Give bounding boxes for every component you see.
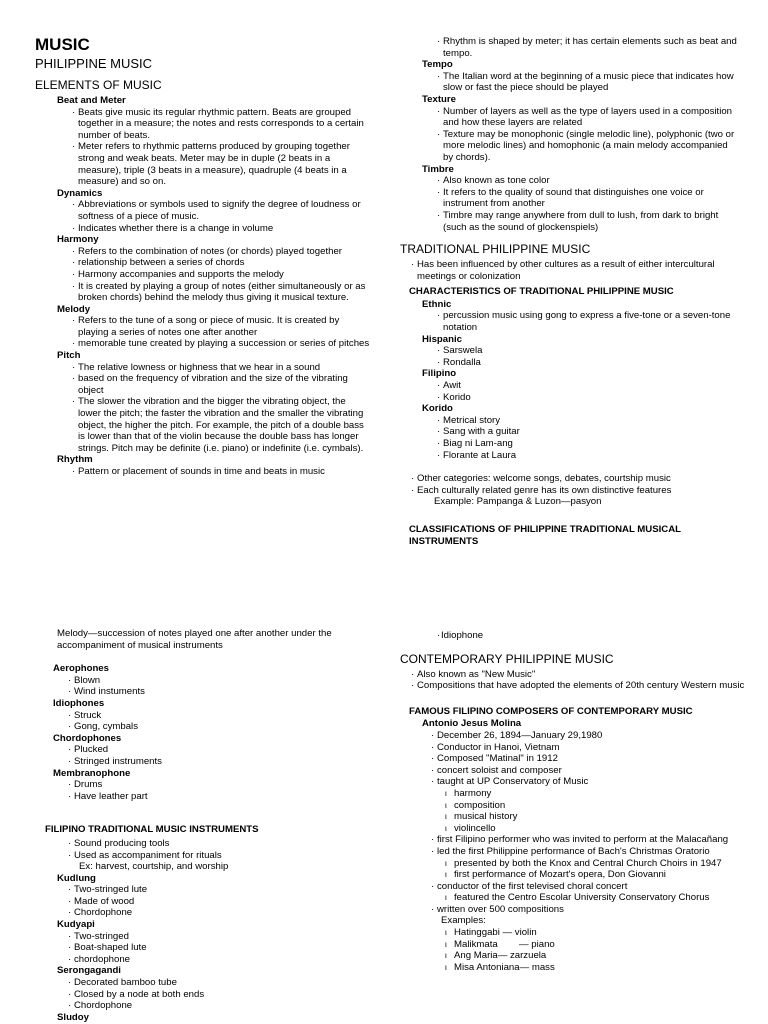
list-item: · Number of layers as well as the type of layers used in a composition and how these layers are related: [400, 106, 740, 129]
list-item: · Florante at Laura: [400, 450, 740, 462]
term-melody: Melody: [57, 303, 91, 315]
list-item: · It refers to the quality of sound that distinguishes one voice or instrument from another: [400, 187, 740, 210]
class-items-idiophones: [57, 710, 367, 733]
bottom-right-column: [400, 630, 745, 973]
list-item: · Also known as tone color: [400, 175, 740, 187]
list-item: · Also known as "New Music": [400, 669, 745, 681]
class-items-chordophones: [57, 744, 367, 767]
list-item: · conductor of the first televised choral concert: [400, 881, 745, 893]
examples-label: Examples:: [441, 915, 486, 927]
list-item: · It is created by playing a group of notes (either simultaneously or as broken chords) behind the melody thus giving it musical texture.: [35, 281, 370, 304]
list-item: · taught at UP Conservatory of Music: [400, 776, 745, 788]
list-item: · Sang with a guitar: [400, 426, 740, 438]
idiophone-item: · Idiophone: [400, 630, 745, 642]
instruments-intro: [57, 838, 367, 861]
list-item: · percussion music using gong to express a five-tone or a seven-tone notation: [400, 310, 740, 333]
list-item: · Blown: [57, 675, 367, 687]
instruments-list: [57, 873, 367, 1024]
list-item: · Composed "Matinal" in 1912: [400, 753, 745, 765]
list-item: · Plucked: [57, 744, 367, 756]
composition-item: ι Misa Antoniana— mass: [400, 962, 745, 974]
list-item: · Indicates whether there is a change in volume: [35, 223, 370, 235]
top-left-column: [35, 35, 370, 478]
term-filipino: Filipino: [422, 368, 457, 380]
list-item: · Wind instuments: [57, 686, 367, 698]
term-pitch: Pitch: [57, 350, 81, 362]
term-hispanic: Hispanic: [422, 333, 462, 345]
term-items-beat-and-meter: [35, 107, 370, 188]
instrument-sludoy: Sludoy: [57, 1011, 89, 1023]
composers-heading: FAMOUS FILIPINO COMPOSERS OF CONTEMPORARY MUSIC: [409, 705, 693, 717]
class-items-aerophones: [57, 675, 367, 698]
list-item: · Have leather part: [57, 791, 367, 803]
right-top-terms: [400, 59, 740, 233]
class-aerophones: Aerophones: [53, 663, 109, 675]
term-items-melody: [35, 315, 370, 350]
instrument-kudlung: Kudlung: [57, 872, 96, 884]
list-item: · Compositions that have adopted the elements of 20th century Western music: [400, 680, 745, 692]
instrument-serongagandi: Serongagandi: [57, 965, 121, 977]
list-item: · Struck: [57, 710, 367, 722]
instrument-classes: [53, 663, 367, 802]
list-item: · memorable tune created by playing a succession or series of pitches: [35, 338, 370, 350]
term-items-ethnic: [400, 310, 740, 333]
list-item: · Two-stringed: [57, 931, 367, 943]
list-item: · Closed by a node at both ends: [57, 989, 367, 1001]
list-item: · Made of wood: [57, 896, 367, 908]
term-dynamics: Dynamics: [57, 187, 103, 199]
list-item: ι first performance of Mozart's opera, Don Giovanni: [400, 869, 745, 881]
class-chordophones: Chordophones: [53, 732, 122, 744]
term-harmony: Harmony: [57, 234, 99, 246]
other-categories: · Other categories: welcome songs, debates, courtship music: [400, 473, 740, 485]
list-item: · Texture may be monophonic (single melodic line), polyphonic (two or more melodic lines) and homophonic (a main melody accompanied by chords).: [400, 129, 740, 164]
list-item: · The Italian word at the beginning of a music piece that indicates how slow or fast the piece should be played: [400, 71, 740, 94]
traditional-heading: TRADITIONAL PHILIPPINE MUSIC: [400, 242, 591, 257]
term-timbre: Timbre: [422, 163, 454, 175]
term-items-korido: [400, 415, 740, 461]
term-items-hispanic: [400, 345, 740, 368]
instrument-kudyapi: Kudyapi: [57, 919, 95, 931]
list-item: ι featured the Centro Escolar University Conservatory Chorus: [400, 892, 745, 904]
list-item: · December 26, 1894—January 29,1980: [400, 730, 745, 742]
list-item: · first Filipino performer who was invited to perform at the Malacañang: [400, 834, 745, 846]
list-item: · Harmony accompanies and supports the melody: [35, 269, 370, 281]
melody-note: Melody—succession of notes played one after another under the accompaniment of musical instruments: [57, 628, 332, 651]
list-item: · Stringed instruments: [57, 756, 367, 768]
classifications-heading: CLASSIFICATIONS OF PHILIPPINE TRADITIONAL MUSICAL INSTRUMENTS: [409, 523, 681, 547]
term-items-dynamics: [35, 199, 370, 234]
list-item: · concert soloist and composer: [400, 765, 745, 777]
contemporary-heading: CONTEMPORARY PHILIPPINE MUSIC: [400, 651, 614, 666]
list-item: · Beats give music its regular rhythmic pattern. Beats are grouped together in a measure; the notes and rests corresponds to a certain number of beats.: [35, 107, 370, 142]
list-item: · Used as accompaniment for rituals: [57, 850, 367, 862]
instruments-example: Ex: harvest, courtship, and worship: [79, 861, 229, 873]
list-item: · Abbreviations or symbols used to signify the degree of loudness or softness of a piece of music.: [35, 199, 370, 222]
page-title: MUSIC: [35, 35, 90, 54]
composer-facts: [400, 730, 745, 973]
list-item: ι musical history: [400, 811, 745, 823]
instrument-items-serongagandi: [57, 977, 367, 1012]
list-item: · Two-stringed lute: [57, 884, 367, 896]
composition-item: ι Malikmata — piano: [400, 939, 745, 951]
traditional-intro: · Has been influenced by other cultures as a result of either intercultural meetings or colonization: [400, 259, 740, 282]
list-item: · chordophone: [57, 954, 367, 966]
contemporary-list: [400, 669, 745, 692]
bottom-left-column: [45, 628, 367, 1023]
characteristics-list: [400, 299, 740, 461]
term-items-filipino: [400, 380, 740, 403]
top-right-column: [400, 36, 740, 548]
term-rhythm: Rhythm: [57, 454, 93, 466]
composer-name: Antonio Jesus Molina: [422, 718, 522, 730]
term-korido: Korido: [422, 403, 453, 415]
instrument-items-kudlung: [57, 884, 367, 919]
list-item: · Awit: [400, 380, 740, 392]
list-item: · Sound producing tools: [57, 838, 367, 850]
list-item: · Refers to the tune of a song or piece of music. It is created by playing a series of notes one after another: [35, 315, 370, 338]
term-beat-and-meter: Beat and Meter: [57, 95, 126, 106]
instrument-items-kudyapi: [57, 931, 367, 966]
list-item: · based on the frequency of vibration and the size of the vibrating object: [35, 373, 370, 396]
list-item: · Metrical story: [400, 415, 740, 427]
list-item: · Chordophone: [57, 907, 367, 919]
term-texture: Texture: [422, 93, 456, 105]
class-items-membranophone: [57, 779, 367, 802]
list-item: ι composition: [400, 800, 745, 812]
composition-item: ι Hatinggabi — violin: [400, 927, 745, 939]
list-item: · Drums: [57, 779, 367, 791]
list-item: · written over 500 compositions: [400, 904, 745, 916]
elements-heading: ELEMENTS OF MUSIC: [35, 78, 162, 92]
class-idiophones: Idiophones: [53, 697, 105, 709]
list-item: · The slower the vibration and the bigger the vibrating object, the lower the pitch; the faster the vibration and the smaller the vibrating object, the higher the pitch. For example, the pitch of a double bass is lower than that of the violin because the double bass has longer strings. Pitch may be definite (i.e. piano) or indefinite (i.e. cymbals).: [35, 396, 370, 454]
list-item: · relationship between a series of chords: [35, 257, 370, 269]
term-items-timbre: [400, 175, 740, 233]
list-item: ι violincello: [400, 823, 745, 835]
term-items-rhythm: [35, 466, 370, 478]
list-item: · led the first Philippine performance of Bach's Christmas Oratorio: [400, 846, 745, 858]
term-tempo: Tempo: [422, 59, 453, 71]
term-ethnic: Ethnic: [422, 298, 452, 310]
list-item: · Rondalla: [400, 357, 740, 369]
list-item: · Meter refers to rhythmic patterns produced by grouping together strong and weak beats. Meter may be in duple (2 beats in a measure), triple (3 beats in a measure), quadruple (4 beats in a measure) and so on.: [35, 141, 370, 187]
list-item: ι harmony: [400, 788, 745, 800]
term-items-texture: [400, 106, 740, 164]
list-item: · Conductor in Hanoi, Vietnam: [400, 742, 745, 754]
rhythm-continued: · Rhythm is shaped by meter; it has certain elements such as beat and tempo.: [400, 36, 740, 59]
list-item: · Sarswela: [400, 345, 740, 357]
list-item: · Biag ni Lam-ang: [400, 438, 740, 450]
elements-list: [35, 95, 370, 478]
composition-item: ι Ang Maria— zarzuela: [400, 950, 745, 962]
characteristics-heading: CHARACTERISTICS OF TRADITIONAL PHILIPPINE MUSIC: [409, 286, 674, 298]
term-items-harmony: [35, 246, 370, 304]
genre-example: Example: Pampanga & Luzon—pasyon: [434, 496, 602, 508]
instruments-heading: FILIPINO TRADITIONAL MUSIC INSTRUMENTS: [45, 824, 259, 836]
list-item: · Korido: [400, 392, 740, 404]
list-item: · The relative lowness or highness that we hear in a sound: [35, 362, 370, 374]
list-item: · Refers to the combination of notes (or chords) played together: [35, 246, 370, 258]
term-items-tempo: [400, 71, 740, 94]
list-item: · Gong, cymbals: [57, 721, 367, 733]
list-item: · Decorated bamboo tube: [57, 977, 367, 989]
list-item: · Pattern or placement of sounds in time and beats in music: [35, 466, 370, 478]
list-item: · Boat-shaped lute: [57, 942, 367, 954]
culture-genre: · Each culturally related genre has its own distinctive features: [400, 485, 740, 497]
list-item: ι presented by both the Knox and Central Church Choirs in 1947: [400, 858, 745, 870]
page-subtitle: PHILIPPINE MUSIC: [35, 56, 153, 71]
term-items-pitch: [35, 362, 370, 455]
list-item: · Chordophone: [57, 1000, 367, 1012]
list-item: · Timbre may range anywhere from dull to lush, from dark to bright (such as the sound of glockenspiels): [400, 210, 740, 233]
class-membranophone: Membranophone: [53, 767, 131, 779]
